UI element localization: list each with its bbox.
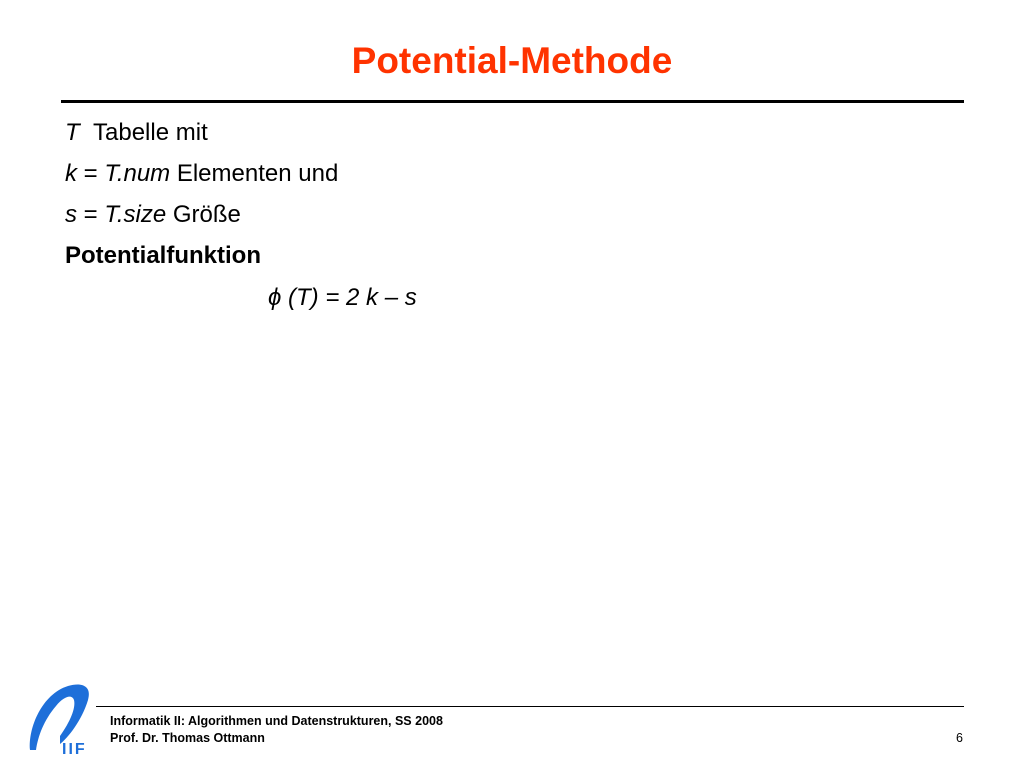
definition-line-s [65,201,241,229]
var-t: T [65,119,80,146]
definition-line-k [65,160,338,188]
expr-tsize: T.size [104,201,167,228]
footer-divider [96,706,964,707]
iif-logo [24,680,96,756]
footer-author: Prof. Dr. Thomas Ottmann [110,731,265,745]
title-divider [61,100,964,103]
slide-title: Potential-Methode [351,40,673,81]
table-with-text: Tabelle mit [93,119,208,146]
var-s: s [65,201,77,228]
definition-line-table [65,119,208,147]
page-number: 6 [956,731,963,745]
potential-function-heading: Potentialfunktion [65,242,261,269]
expr-tnum: T.num [104,160,171,187]
equals-sign: = [83,201,98,228]
size-text: Größe [172,201,241,228]
var-k: k [65,160,77,187]
equals-sign: = [83,160,98,187]
footer-course: Informatik II: Algorithmen und Datenstrukturen, SS 2008 [110,714,443,728]
elements-text: Elementen und [176,160,339,187]
potential-formula: ϕ (T) = 2 k – s [268,284,417,311]
logo-text: IIF [62,741,87,756]
